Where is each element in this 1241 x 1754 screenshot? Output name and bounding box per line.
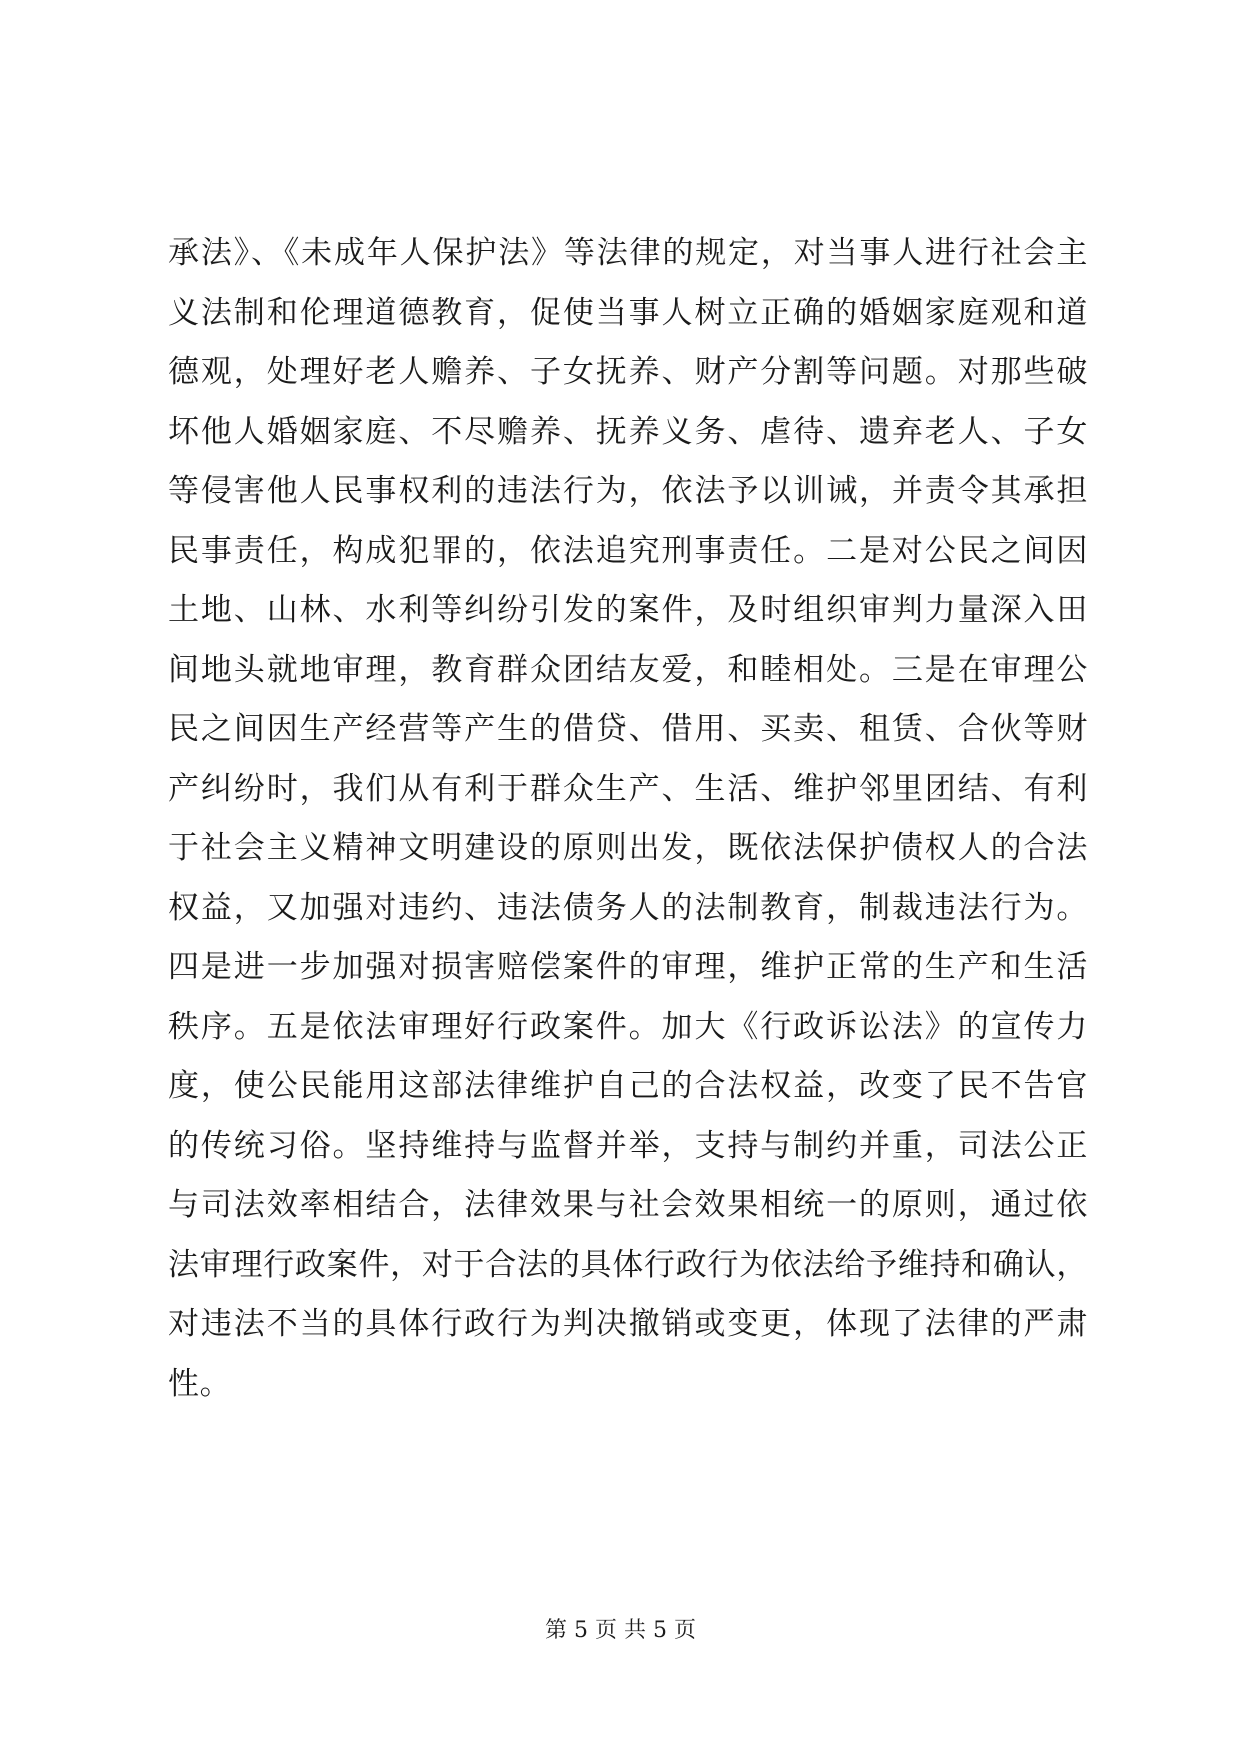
text-line: 等侵害他人民事权利的违法行为，依法予以训诫，并责令其承担 [168, 473, 1088, 509]
text-line: 四是进一步加强对损害赔偿案件的审理，维护正常的生产和生活 [168, 949, 1088, 985]
text-line: 义法制和伦理道德教育，促使当事人树立正确的婚姻家庭观和道 [168, 294, 1088, 331]
page-number: 第 5 页 共 5 页 [545, 1618, 696, 1643]
text-line: 权益，又加强对违约、违法债务人的法制教育，制裁违法行为。 [168, 889, 1088, 926]
text-line: 于社会主义精神文明建设的原则出发，既依法保护债权人的合法 [168, 830, 1088, 866]
text-line: 对违法不当的具体行政行为判决撤销或变更，体现了法律的严肃 [168, 1306, 1088, 1342]
text-line: 法审理行政案件，对于合法的具体行政行为依法给予维持和确认， [168, 1246, 1088, 1283]
text-line: 德观，处理好老人赡养、子女抚养、财产分割等问题。对那些破 [168, 354, 1088, 390]
text-line: 民之间因生产经营等产生的借贷、借用、买卖、租赁、合伙等财 [168, 711, 1088, 747]
text-line: 间地头就地审理，教育群众团结友爱，和睦相处。三是在审理公 [168, 651, 1088, 688]
page-footer [0, 1616, 1241, 1646]
text-line: 性。 [168, 1365, 232, 1402]
body-paragraph [168, 224, 1088, 1414]
text-line: 度，使公民能用这部法律维护自己的合法权益，改变了民不告官 [168, 1068, 1088, 1104]
text-line: 土地、山林、水利等纠纷引发的案件，及时组织审判力量深入田 [168, 592, 1088, 628]
text-line: 与司法效率相结合，法律效果与社会效果相统一的原则，通过依 [168, 1187, 1088, 1223]
text-line: 承法》、《未成年人保护法》等法律的规定，对当事人进行社会主 [168, 235, 1088, 271]
text-line: 的传统习俗。坚持维持与监督并举，支持与制约并重，司法公正 [168, 1127, 1088, 1164]
text-line: 产纠纷时，我们从有利于群众生产、生活、维护邻里团结、有利 [168, 770, 1088, 807]
text-line: 民事责任，构成犯罪的，依法追究刑事责任。二是对公民之间因 [168, 532, 1088, 569]
text-line: 坏他人婚姻家庭、不尽赡养、抚养义务、虐待、遗弃老人、子女 [168, 413, 1088, 450]
text-line: 秩序。五是依法审理好行政案件。加大《行政诉讼法》的宣传力 [168, 1008, 1088, 1045]
